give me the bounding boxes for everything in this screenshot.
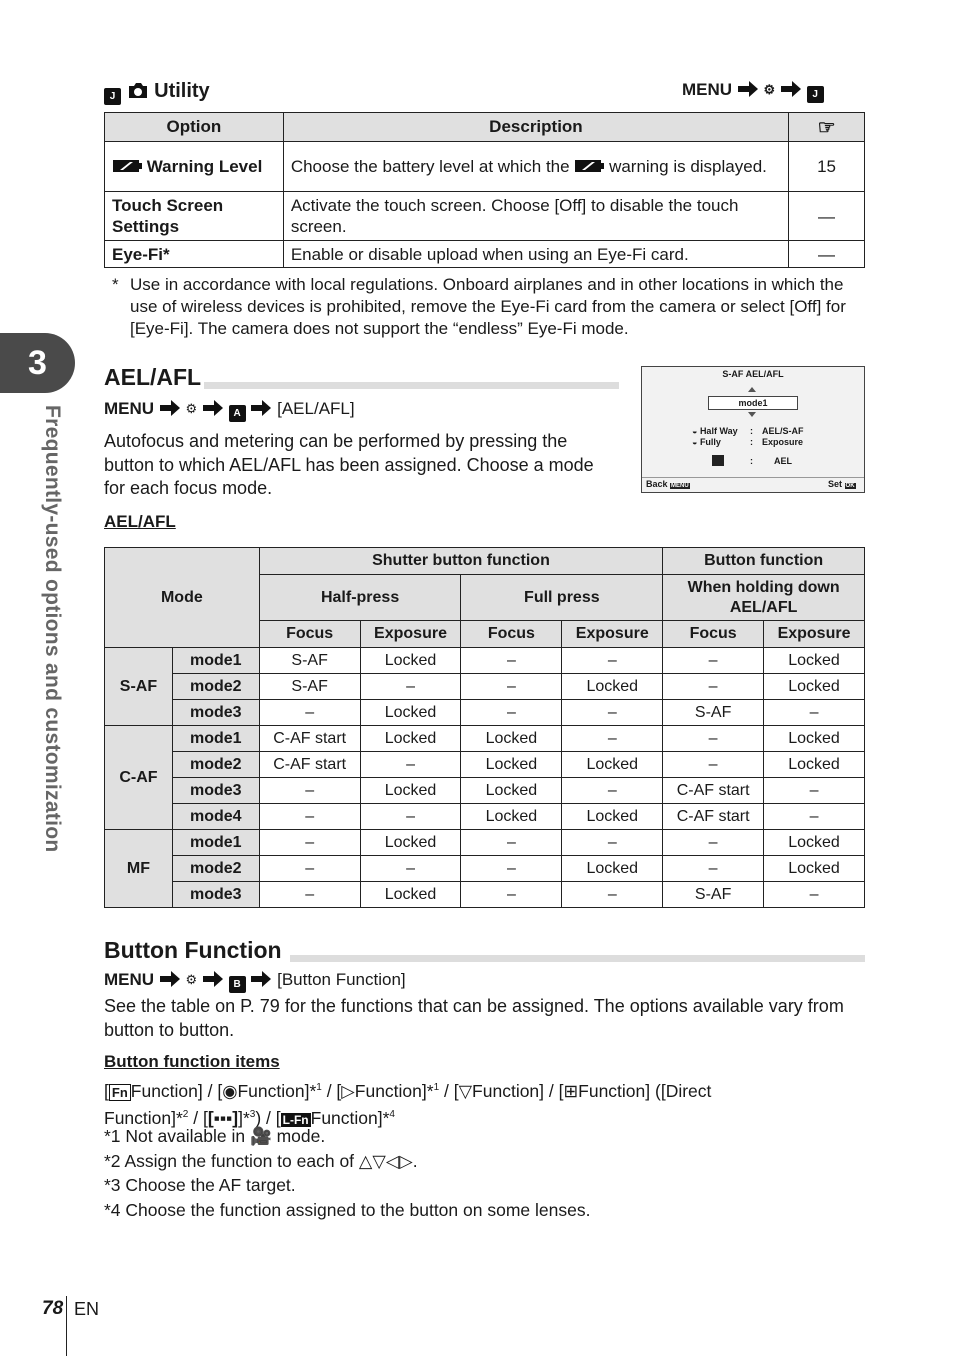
arrow-right-icon — [780, 81, 802, 97]
mode-name-cell: mode2 — [172, 674, 259, 700]
set-button[interactable]: Set OK — [828, 479, 855, 489]
table-cell: Locked — [764, 752, 865, 778]
camera-screen — [641, 366, 865, 493]
aelafl-body: Autofocus and metering can be performed by pressing the button to which AEL/AFL has been assigned. Choose a mode for each focus mode. — [104, 431, 594, 498]
table-cell: – — [562, 726, 663, 752]
arrow-right-icon — [250, 400, 272, 416]
header-focus: Focus — [663, 621, 764, 648]
table-cell: Locked — [461, 752, 562, 778]
custom-gear-icon: ⚙ — [185, 972, 198, 987]
third-value: AEL — [774, 456, 792, 466]
table-cell: – — [562, 882, 663, 908]
af-target-icon: [▪▪▪] — [207, 1107, 239, 1128]
down-arrow-icon: ▽ — [458, 1080, 473, 1101]
table-cell: Locked — [461, 726, 562, 752]
description-cell: Activate the touch screen. Choose [Off] to disable the touch screen. — [283, 192, 788, 241]
up-arrow-icon — [748, 387, 756, 392]
table-cell: – — [259, 830, 360, 856]
mode-name-cell: mode1 — [172, 830, 259, 856]
table-cell: Locked — [461, 778, 562, 804]
aelafl-subheading: AEL/AFL — [104, 512, 176, 531]
mode-name-cell: mode1 — [172, 726, 259, 752]
menu-label: MENU — [104, 399, 155, 418]
back-button[interactable]: Back MENU — [646, 479, 689, 489]
mode-name-cell: mode2 — [172, 856, 259, 882]
table-cell: – — [663, 830, 764, 856]
table-cell: – — [562, 830, 663, 856]
target-icon: ◉ — [222, 1080, 238, 1101]
utility-heading — [104, 80, 210, 105]
table-header-row — [105, 548, 865, 575]
aelafl-table-body — [105, 648, 865, 908]
down-arrow-icon — [748, 412, 756, 417]
header-focus: Focus — [259, 621, 360, 648]
page-cell: 15 — [789, 142, 865, 192]
arrow-right-icon — [159, 971, 181, 987]
button-function-notes — [104, 1124, 864, 1222]
header-page-ref — [789, 113, 865, 142]
header-shutter: Shutter button function — [259, 548, 662, 575]
table-cell: Locked — [360, 882, 461, 908]
battery-icon — [112, 159, 142, 173]
arrow-right-icon — [737, 81, 759, 97]
heading-rule — [290, 955, 865, 962]
menu-label: MENU — [104, 970, 155, 989]
note-3: *3 Choose the AF target. — [104, 1175, 296, 1195]
table-cell: – — [259, 778, 360, 804]
table-cell: Locked — [764, 856, 865, 882]
header-button: Button function — [663, 548, 865, 575]
mode-name-cell: mode2 — [172, 752, 259, 778]
header-description: Description — [283, 113, 788, 142]
footer-divider — [66, 1296, 67, 1356]
colon: : — [750, 437, 753, 447]
page-cell: — — [789, 241, 865, 268]
page-cell: — — [789, 192, 865, 241]
header-exposure: Exposure — [764, 621, 865, 648]
footer-lang: EN — [74, 1299, 100, 1319]
custom-gear-icon: ⚙ — [185, 401, 198, 416]
divider — [642, 477, 864, 478]
table-cell: C-AF start — [259, 752, 360, 778]
aelafl-menu-path — [104, 399, 355, 422]
header-exposure: Exposure — [360, 621, 461, 648]
mode-name-cell: mode4 — [172, 804, 259, 830]
table-cell: – — [764, 804, 865, 830]
table-cell: C-AF start — [259, 726, 360, 752]
lfn-icon: L-Fn — [282, 1112, 309, 1127]
focus-mode-group: C-AF — [105, 726, 173, 830]
screen-title: S-AF AEL/AFL — [722, 369, 784, 379]
table-cell: – — [663, 726, 764, 752]
fully-value: Exposure — [762, 437, 804, 447]
arrow-pad-icon: △▽◁▷ — [358, 1150, 413, 1171]
aelafl-table — [104, 547, 865, 908]
header-exposure: Exposure — [562, 621, 663, 648]
chapter-title: Frequently-used options and customization — [41, 405, 64, 853]
table-cell: – — [259, 882, 360, 908]
table-cell: S-AF — [259, 674, 360, 700]
button-function-subheading: Button function items — [104, 1052, 280, 1071]
button-function-items: [ Fn Function] / [◉Function]*$^1$ / [▷Function]*$^1$ / [▽Function] / [⊞Function] ([Direct Function]*$^2$ / [[▪▪▪]]*$^3$) / [ L-Fn Function]*$^4$ — [104, 1080, 712, 1128]
colon: : — [750, 426, 753, 436]
table-cell: S-AF — [259, 648, 360, 674]
table-cell: Locked — [360, 830, 461, 856]
table-cell: S-AF — [663, 700, 764, 726]
table-cell: Locked — [764, 726, 865, 752]
arrow-right-icon — [159, 400, 181, 416]
table-row — [105, 192, 865, 241]
mode-name-cell: mode3 — [172, 700, 259, 726]
colon: : — [750, 456, 753, 466]
custom-menu-icon: J — [807, 86, 824, 103]
arrow-right-icon — [202, 400, 224, 416]
table-cell: – — [562, 778, 663, 804]
multi-function-icon: ⊞ — [563, 1080, 579, 1101]
table-cell: – — [360, 856, 461, 882]
table-cell: C-AF start — [663, 778, 764, 804]
option-cell: Eye-Fi* — [105, 241, 284, 268]
table-cell: – — [764, 882, 865, 908]
table-row — [105, 700, 865, 726]
table-cell: – — [461, 882, 562, 908]
table-cell: Locked — [562, 674, 663, 700]
table-cell: – — [562, 648, 663, 674]
header-full-press: Full press — [461, 575, 663, 621]
table-cell: Locked — [562, 804, 663, 830]
table-cell: Locked — [764, 648, 865, 674]
option-cell: Warning Level — [105, 142, 284, 192]
note-2: *2 Assign the function to each of △▽◁▷. — [104, 1150, 418, 1171]
button-function-body: See the table on P. 79 for the functions that can be assigned. The options available vary from button to button. — [104, 996, 844, 1040]
table-cell: S-AF — [663, 882, 764, 908]
table-row — [105, 726, 865, 752]
header-focus: Focus — [461, 621, 562, 648]
utility-footnote: Use in accordance with local regulations. Onboard airplanes and in other locations in which the use of wireless devices is prohibited, remove the Eye-Fi card from the camera or select [Off] for [Eye-Fi]. The camera does not support the “endless” Eye-Fi mode. — [130, 275, 846, 338]
utility-menu-path — [682, 80, 824, 103]
table-cell: – — [259, 856, 360, 882]
table-cell: – — [764, 778, 865, 804]
arrow-right-icon — [250, 971, 272, 987]
button-function-heading: Button Function — [104, 937, 282, 963]
heading-rule — [204, 382, 619, 389]
table-cell: Locked — [360, 700, 461, 726]
description-cell: Choose the battery level at which the warning is displayed. — [283, 142, 788, 192]
battery-icon — [574, 159, 604, 173]
table-cell: – — [562, 700, 663, 726]
focus-mode-group: S-AF — [105, 648, 173, 726]
header-holding: When holding down AEL/AFL — [663, 575, 865, 621]
table-row — [105, 882, 865, 908]
table-cell: – — [663, 648, 764, 674]
menu-item: [Button Function] — [277, 970, 406, 989]
focus-mode-group: MF — [105, 830, 173, 908]
table-cell: – — [461, 648, 562, 674]
utility-title: Utility — [154, 80, 210, 102]
right-arrow-icon: ▷ — [341, 1080, 355, 1101]
movie-icon: 🎥 — [249, 1126, 272, 1146]
table-row — [105, 778, 865, 804]
half-way-row: ◒ Half Way — [692, 426, 738, 436]
page-number: 78 — [42, 1298, 64, 1319]
table-cell: Locked — [360, 648, 461, 674]
note-1: *1 Not available in 🎥 mode. — [104, 1126, 326, 1146]
table-cell: Locked — [562, 752, 663, 778]
table-cell: – — [663, 674, 764, 700]
custom-menu-b-icon: B — [229, 976, 246, 993]
fn-icon: Fn — [109, 1084, 131, 1101]
table-row — [105, 856, 865, 882]
table-cell: – — [360, 752, 461, 778]
table-cell: – — [461, 674, 562, 700]
table-row — [105, 674, 865, 700]
ok-badge: OK — [845, 483, 855, 489]
header-half-press: Half-press — [259, 575, 461, 621]
chapter-number: 3 — [28, 344, 47, 382]
table-cell: Locked — [461, 804, 562, 830]
table-cell: Locked — [360, 778, 461, 804]
description-cell: Enable or disable upload when using an Eye-Fi card. — [283, 241, 788, 268]
aelafl-heading: AEL/AFL — [104, 364, 202, 390]
menu-item: [AEL/AFL] — [277, 399, 355, 418]
table-cell: – — [360, 804, 461, 830]
arrow-right-icon — [202, 971, 224, 987]
table-row — [105, 830, 865, 856]
mode-value[interactable]: mode1 — [708, 396, 798, 410]
table-cell: – — [259, 700, 360, 726]
mode-name-cell: mode3 — [172, 882, 259, 908]
table-row — [105, 752, 865, 778]
table-cell: – — [461, 830, 562, 856]
table-cell: C-AF start — [663, 804, 764, 830]
fully-row: ◒ Fully — [692, 437, 721, 447]
table-cell: Locked — [562, 856, 663, 882]
table-cell: Locked — [360, 726, 461, 752]
utility-table — [104, 112, 865, 268]
option-cell: Touch Screen Settings — [105, 192, 284, 241]
table-row — [105, 804, 865, 830]
table-cell: – — [663, 856, 764, 882]
table-row — [105, 241, 865, 268]
table-cell: – — [259, 804, 360, 830]
menu-badge: MENU — [671, 483, 689, 489]
menu-label: MENU — [682, 80, 733, 99]
table-cell: Locked — [764, 830, 865, 856]
custom-menu-a-icon: A — [229, 405, 246, 422]
ael-button-icon — [712, 455, 724, 466]
pointing-hand-icon: ☞ — [817, 116, 836, 139]
note-4: *4 Choose the function assigned to the button on some lenses. — [104, 1199, 591, 1220]
camera-icon — [127, 82, 149, 99]
table-header-row — [105, 113, 865, 142]
header-option: Option — [105, 113, 284, 142]
table-cell: – — [764, 700, 865, 726]
table-cell: – — [461, 856, 562, 882]
table-row — [105, 648, 865, 674]
button-function-menu-path — [104, 970, 406, 993]
table-cell: – — [360, 674, 461, 700]
table-cell: Locked — [764, 674, 865, 700]
custom-gear-icon: ⚙ — [763, 82, 776, 97]
half-way-value: AEL/S-AF — [762, 426, 804, 436]
footnote-mark: * — [112, 275, 119, 294]
table-cell: – — [663, 752, 764, 778]
custom-menu-icon: J — [104, 88, 121, 105]
header-mode: Mode — [105, 548, 260, 648]
table-row — [105, 142, 865, 192]
mode-name-cell: mode3 — [172, 778, 259, 804]
table-cell: – — [461, 700, 562, 726]
mode-name-cell: mode1 — [172, 648, 259, 674]
